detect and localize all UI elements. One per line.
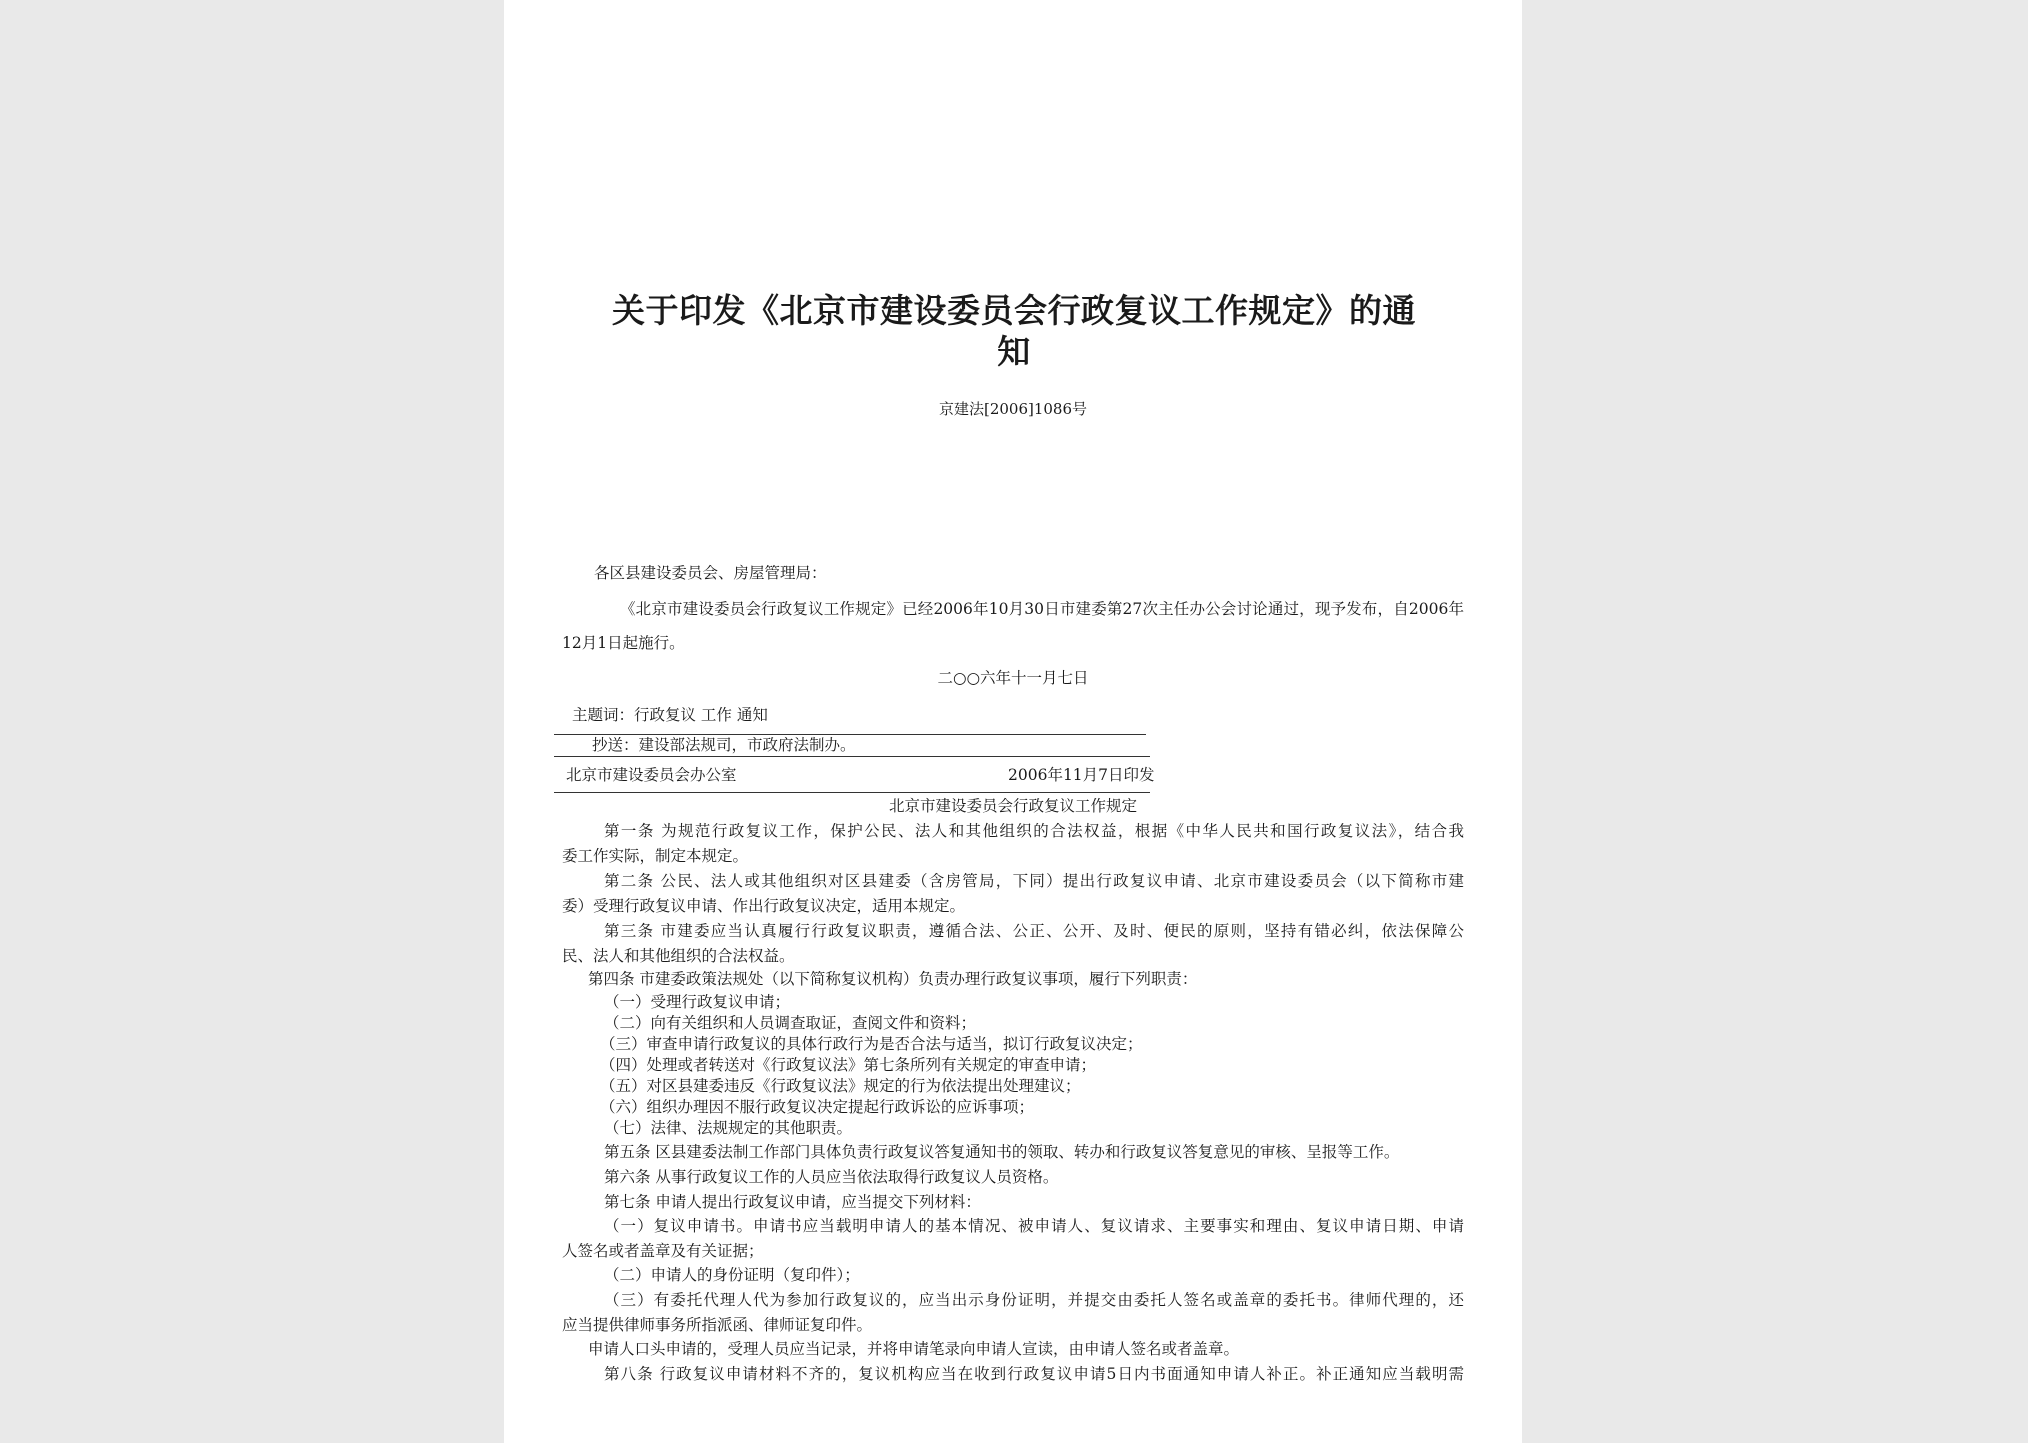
regulation-line: 第二条 公民、法人或其他组织对区县建委（含房管局，下同）提出行政复议申请、北京市建设委员会（以下简称市建 bbox=[604, 872, 1464, 890]
regulation-heading: 北京市建设委员会行政复议工作规定 bbox=[888, 797, 1137, 815]
document-page bbox=[504, 0, 1522, 1443]
title-line-1: 关于印发《北京市建设委员会行政复议工作规定》的通 bbox=[612, 291, 1416, 330]
document-title bbox=[564, 290, 1464, 372]
cc-line: 抄送：建设部法规司，市政府法制办。 bbox=[592, 736, 856, 754]
regulation-line: 第一条 为规范行政复议工作，保护公民、法人和其他组织的合法权益，根据《中华人民共和国行政复议法》，结合我 bbox=[604, 822, 1464, 840]
regulation-line: 申请人口头申请的，受理人员应当记录，并将申请笔录向申请人宣读，由申请人签名或者盖章。 bbox=[588, 1340, 1240, 1358]
regulation-line: （三）审查申请行政复议的具体行政行为是否合法与适当，拟订行政复议决定； bbox=[600, 1035, 1143, 1053]
addressee: 各区县建设委员会、房屋管理局： bbox=[594, 564, 827, 582]
regulation-line: （一）受理行政复议申请； bbox=[604, 993, 791, 1011]
regulation-line: 第八条 行政复议申请材料不齐的，复议机构应当在收到行政复议申请5日内书面通知申请人补正。补正通知应当载明需 bbox=[604, 1365, 1464, 1383]
issuer: 北京市建设委员会办公室 bbox=[566, 766, 737, 784]
regulation-line: 第七条 申请人提出行政复议申请，应当提交下列材料： bbox=[604, 1193, 981, 1211]
divider-cc bbox=[554, 756, 1150, 757]
notice-body-line-1: 《北京市建设委员会行政复议工作规定》已经2006年10月30日市建委第27次主任办公会讨论通过，现予发布，自2006年 bbox=[620, 600, 1464, 618]
regulation-line: 委）受理行政复议申请、作出行政复议决定，适用本规定。 bbox=[562, 897, 966, 915]
regulation-line: 应当提供律师事务所指派函、律师证复印件。 bbox=[562, 1316, 873, 1334]
regulation-line: 第五条 区县建委法制工作部门具体负责行政复议答复通知书的领取、转办和行政复议答复意见的审核、呈报等工作。 bbox=[604, 1143, 1400, 1161]
regulation-line: （一）复议申请书。申请书应当载明申请人的基本情况、被申请人、复议请求、主要事实和理由、复议申请日期、申请 bbox=[604, 1217, 1464, 1235]
regulation-line: （四）处理或者转送对《行政复议法》第七条所列有关规定的审查申请； bbox=[600, 1056, 1097, 1074]
regulation-line: （三）有委托代理人代为参加行政复议的，应当出示身份证明，并提交由委托人签名或盖章的委托书。律师代理的，还 bbox=[604, 1291, 1464, 1309]
notice-body-line-2: 12月1日起施行。 bbox=[562, 634, 685, 652]
issue-date: 2006年11月7日印发 bbox=[1008, 766, 1155, 784]
regulation-line: 民、法人和其他组织的合法权益。 bbox=[562, 947, 795, 965]
regulation-line: 人签名或者盖章及有关证据； bbox=[562, 1242, 764, 1260]
title-line-2: 知 bbox=[997, 332, 1031, 371]
notice-date: 二○○六年十一月七日 bbox=[937, 669, 1089, 687]
document-number: 京建法[2006]1086号 bbox=[938, 400, 1088, 418]
regulation-line: 第四条 市建委政策法规处（以下简称复议机构）负责办理行政复议事项，履行下列职责： bbox=[588, 970, 1198, 988]
regulation-line: （五）对区县建委违反《行政复议法》规定的行为依法提出处理建议； bbox=[600, 1077, 1081, 1095]
regulation-line: （六）组织办理因不服行政复议决定提起行政诉讼的应诉事项； bbox=[600, 1098, 1035, 1116]
regulation-line: （七）法律、法规规定的其他职责。 bbox=[604, 1119, 853, 1137]
regulation-line: （二）向有关组织和人员调查取证，查阅文件和资料； bbox=[604, 1014, 977, 1032]
divider-issuer bbox=[554, 792, 1150, 793]
regulation-line: （二）申请人的身份证明（复印件）； bbox=[604, 1266, 860, 1284]
regulation-line: 委工作实际，制定本规定。 bbox=[562, 847, 749, 865]
keywords: 主题词：行政复议 工作 通知 bbox=[572, 706, 768, 724]
regulation-line: 第三条 市建委应当认真履行行政复议职责，遵循合法、公正、公开、及时、便民的原则，坚持有错必纠，依法保障公 bbox=[604, 922, 1464, 940]
regulation-line: 第六条 从事行政复议工作的人员应当依法取得行政复议人员资格。 bbox=[604, 1168, 1059, 1186]
